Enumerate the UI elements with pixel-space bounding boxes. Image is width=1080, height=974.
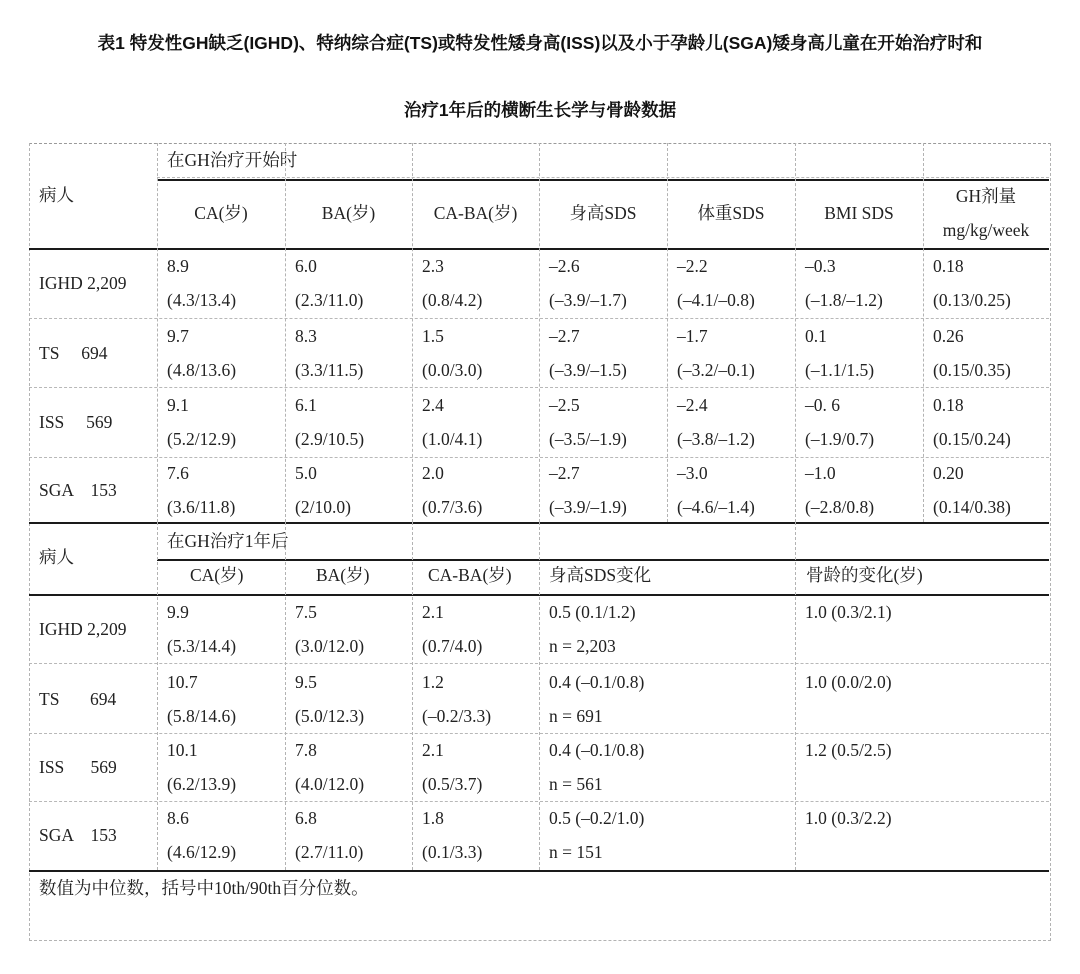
table-cell-median: 0.18 [933,395,964,415]
group-divider-rule [157,559,1049,561]
column-header: 骨龄的变化(岁) [806,565,923,585]
table-cell-range: (–1.8/–1.2) [805,290,883,310]
column-header: BMI SDS [824,203,894,223]
table-cell-range: (0.14/0.38) [933,497,1011,517]
column-header: CA(岁) [194,203,248,223]
column-divider [667,143,668,522]
table-cell-range: (0.7/3.6) [422,497,483,517]
table-cell-median: –2.2 [677,256,708,276]
table-cell-range: (2.3/11.0) [295,290,364,310]
table-cell-range: (5.3/14.4) [167,636,237,656]
table-cell-range: (–3.9/–1.9) [549,497,627,517]
row-label: TS 694 [39,689,117,709]
table-cell-median: –0. 6 [805,395,840,415]
patient-header: 病人 [39,185,74,205]
patient-header: 病人 [39,547,74,567]
table-cell-range: (1.0/4.1) [422,429,483,449]
column-divider [412,143,413,522]
table-cell-range: (–1.1/1.5) [805,360,875,380]
table-cell-median: 9.7 [167,326,189,346]
column-header: 身高SDS变化 [549,565,652,585]
column-header: BA(岁) [316,565,370,585]
column-divider [795,522,796,870]
column-divider [285,143,286,522]
table-cell-median: 1.0 (0.3/2.2) [805,808,892,828]
table-cell-range: (0.0/3.0) [422,360,483,380]
table-cell-median: 2.0 [422,463,444,483]
table-cell-range: (0.1/3.3) [422,842,483,862]
group-divider-rule [157,179,1049,181]
table-cell-median: 10.1 [167,740,198,760]
table-cell-range: (4.8/13.6) [167,360,237,380]
table-cell-median: 1.8 [422,808,444,828]
column-header: CA-BA(岁) [433,203,518,223]
table-cell-range: (2.9/10.5) [295,429,365,449]
table-cell-median: –3.0 [677,463,708,483]
table-cell-median: 0.18 [933,256,964,276]
table-cell-range: (4.3/13.4) [167,290,237,310]
table-cell-range: (0.15/0.35) [933,360,1011,380]
table-cell-range: (0.5/3.7) [422,774,483,794]
table-cell-range: n = 2,203 [549,636,616,656]
table-cell-median: –1.7 [677,326,708,346]
table-title-line-1: 表1 特发性GH缺乏(IGHD)、特纳综合症(TS)或特发性矮身高(ISS)以及小于孕龄儿(SGA)矮身高儿童在开始治疗时和 [97,33,983,53]
table-cell-range: (–3.8/–1.2) [677,429,755,449]
table-cell-range: (–2.8/0.8) [805,497,875,517]
table-cell-median: 9.9 [167,602,189,622]
table-cell-median: 8.9 [167,256,189,276]
table-cell-median: –2.7 [549,463,580,483]
group-header: 在GH治疗1年后 [167,531,289,551]
row-label: IGHD 2,209 [39,619,127,639]
row-label: SGA 153 [39,480,117,500]
column-header-gh-line2: mg/kg/week [942,220,1030,240]
table-cell-range: (5.2/12.9) [167,429,237,449]
table-cell-median: 9.5 [295,672,317,692]
table-cell-range: (0.15/0.24) [933,429,1011,449]
table-bottom-rule [29,870,1049,872]
column-divider [923,143,924,522]
table-cell-median: 0.26 [933,326,964,346]
group-divider-line [157,177,1049,178]
column-divider [157,143,158,522]
table-cell-median: 1.5 [422,326,444,346]
row-label: IGHD 2,209 [39,273,127,293]
table-cell-median: 10.7 [167,672,198,692]
column-divider [285,522,286,870]
table-cell-median: –2.7 [549,326,580,346]
column-header: 身高SDS [569,203,637,223]
table-cell-median: 1.2 [422,672,444,692]
table-cell-median: –0.3 [805,256,836,276]
table-cell-median: 9.1 [167,395,189,415]
table-cell-range: n = 691 [549,706,603,726]
table-cell-median: –2.6 [549,256,580,276]
table-cell-range: (4.0/12.0) [295,774,365,794]
table-cell-median: 0.5 (0.1/1.2) [549,602,636,622]
table-cell-range: n = 561 [549,774,603,794]
table-cell-median: 0.4 (–0.1/0.8) [549,740,645,760]
footnote: 数值为中位数，括号中10th/90th百分位数。 [39,878,369,898]
table-cell-median: 6.1 [295,395,317,415]
table-cell-range: n = 151 [549,842,603,862]
table-cell-range: (0.13/0.25) [933,290,1011,310]
table-cell-median: 7.8 [295,740,317,760]
table-cell-range: (3.6/11.8) [167,497,236,517]
table-cell-range: (3.3/11.5) [295,360,364,380]
table-cell-median: 8.3 [295,326,317,346]
table-cell-range: (2.7/11.0) [295,842,364,862]
column-divider [539,143,540,522]
table-cell-range: (0.7/4.0) [422,636,483,656]
row-label: ISS 569 [39,412,113,432]
row-label: SGA 153 [39,825,117,845]
table-cell-median: 0.5 (–0.2/1.0) [549,808,645,828]
table-cell-range: (0.8/4.2) [422,290,483,310]
table-cell-range: (–4.6/–1.4) [677,497,755,517]
table-cell-median: 6.8 [295,808,317,828]
row-label: ISS 569 [39,757,117,777]
table-cell-range: (–3.9/–1.5) [549,360,627,380]
table-cell-range: (3.0/12.0) [295,636,365,656]
column-header: CA-BA(岁) [428,565,512,585]
table-cell-median: –2.5 [549,395,580,415]
column-header: CA(岁) [190,565,244,585]
table-cell-range: (–1.9/0.7) [805,429,875,449]
table-cell-median: 0.20 [933,463,964,483]
table-title-line-2: 治疗1年后的横断生长学与骨龄数据 [403,100,677,120]
table-cell-median: 2.3 [422,256,444,276]
column-divider [795,143,796,522]
group-header: 在GH治疗开始时 [167,150,298,170]
table-cell-median: 2.1 [422,740,444,760]
table-cell-range: (–3.2/–0.1) [677,360,755,380]
table-cell-median: 2.1 [422,602,444,622]
column-header-gh-line1: GH剂量 [955,186,1017,206]
column-header: BA(岁) [321,203,376,223]
table-cell-range: (–4.1/–0.8) [677,290,755,310]
table-cell-median: 1.2 (0.5/2.5) [805,740,892,760]
column-header: 体重SDS [697,203,765,223]
table-cell-median: 5.0 [295,463,317,483]
table-cell-median: –1.0 [805,463,836,483]
column-divider [157,522,158,870]
column-divider [539,522,540,870]
table-cell-median: 8.6 [167,808,189,828]
table-cell-median: 0.4 (–0.1/0.8) [549,672,645,692]
table-cell-median: 1.0 (0.3/2.1) [805,602,892,622]
table-cell-median: 6.0 [295,256,317,276]
table-cell-median: 7.5 [295,602,317,622]
table-cell-range: (6.2/13.9) [167,774,237,794]
table-cell-median: 1.0 (0.0/2.0) [805,672,892,692]
table-cell-range: (–3.5/–1.9) [549,429,627,449]
table-cell-median: 7.6 [167,463,189,483]
table-cell-range: (–3.9/–1.7) [549,290,627,310]
table-cell-median: –2.4 [677,395,708,415]
table-cell-median: 0.1 [805,326,827,346]
table-cell-range: (2/10.0) [295,497,351,517]
column-divider [412,522,413,870]
row-label: TS 694 [39,343,108,363]
table-cell-range: (–0.2/3.3) [422,706,492,726]
table-cell-range: (5.8/14.6) [167,706,237,726]
table-cell-median: 2.4 [422,395,444,415]
table-cell-range: (5.0/12.3) [295,706,365,726]
table-cell-range: (4.6/12.9) [167,842,237,862]
